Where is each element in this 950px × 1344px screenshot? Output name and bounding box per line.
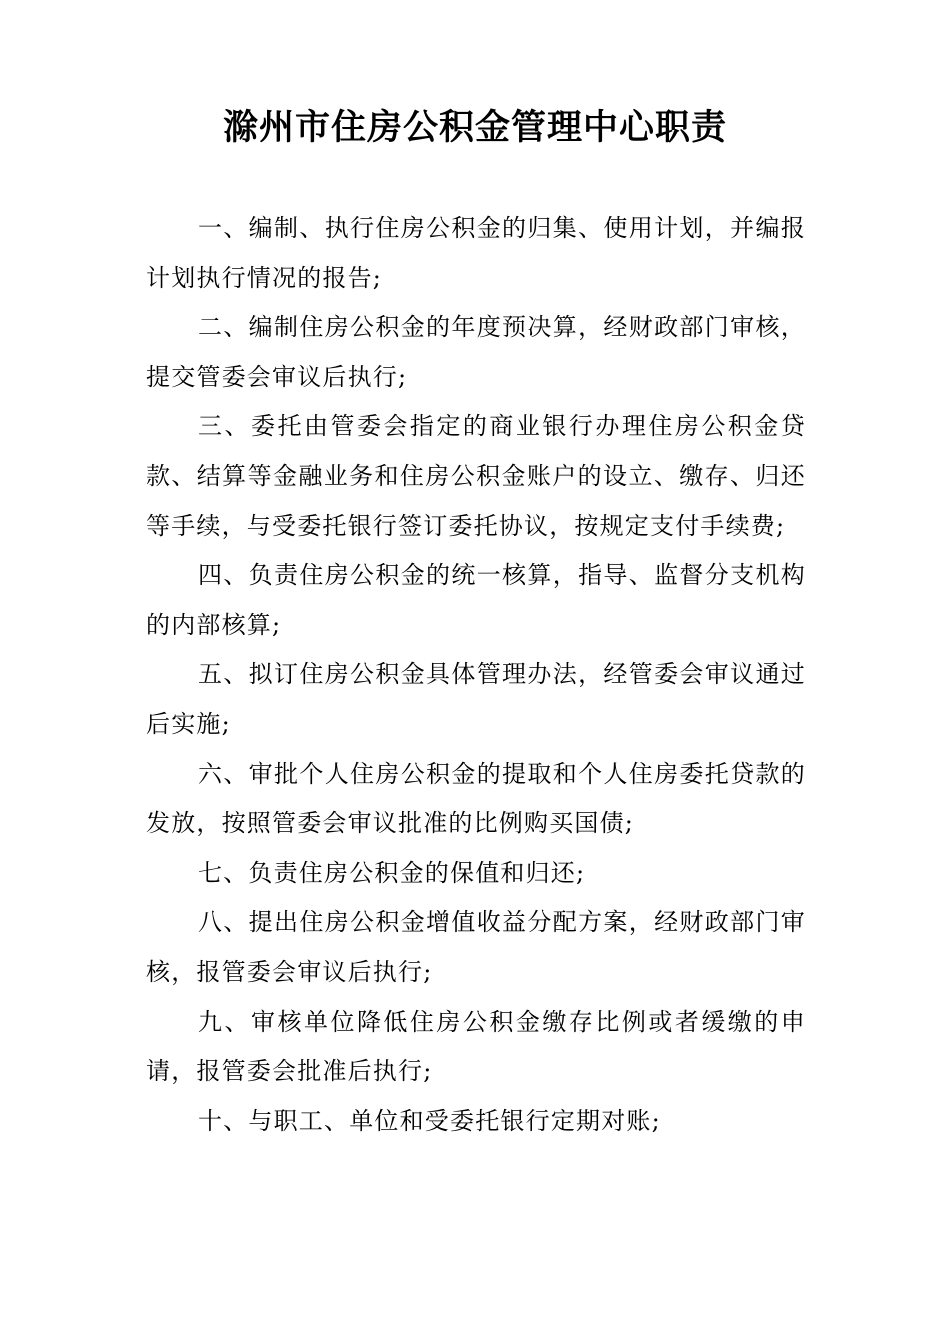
duty-item-5: 五、拟订住房公积金具体管理办法，经管委会审议通过后实施;: [146, 660, 806, 738]
duty-item-4: 四、负责住房公积金的统一核算，指导、监督分支机构的内部核算;: [146, 561, 806, 639]
duty-item-9: 九、审核单位降低住房公积金缴存比例或者缓缴的申请，报管委会批准后执行;: [146, 1007, 806, 1086]
document-title: 滁州市住房公积金管理中心职责: [222, 107, 727, 148]
duty-item-6: 六、审批个人住房公积金的提取和个人住房委托贷款的发放，按照管委会审议批准的比例购买国债;: [146, 759, 806, 838]
duty-item-8: 八、提出住房公积金增值收益分配方案，经财政部门审核，报管委会审议后执行;: [146, 908, 806, 986]
duty-item-2: 二、编制住房公积金的年度预决算，经财政部门审核，提交管委会审议后执行;: [146, 313, 806, 391]
duty-item-3: 三、委托由管委会指定的商业银行办理住房公积金贷款、结算等金融业务和住房公积金账户的设立、缴存、归还等手续，与受委托银行签订委托协议，按规定支付手续费;: [146, 412, 806, 540]
duty-item-10: 十、与职工、单位和受委托银行定期对账;: [198, 1106, 661, 1135]
duty-item-7: 七、负责住房公积金的保值和归还;: [198, 858, 586, 887]
duty-item-1: 一、编制、执行住房公积金的归集、使用计划，并编报计划执行情况的报告;: [146, 214, 806, 292]
duties-list: [146, 204, 806, 1146]
